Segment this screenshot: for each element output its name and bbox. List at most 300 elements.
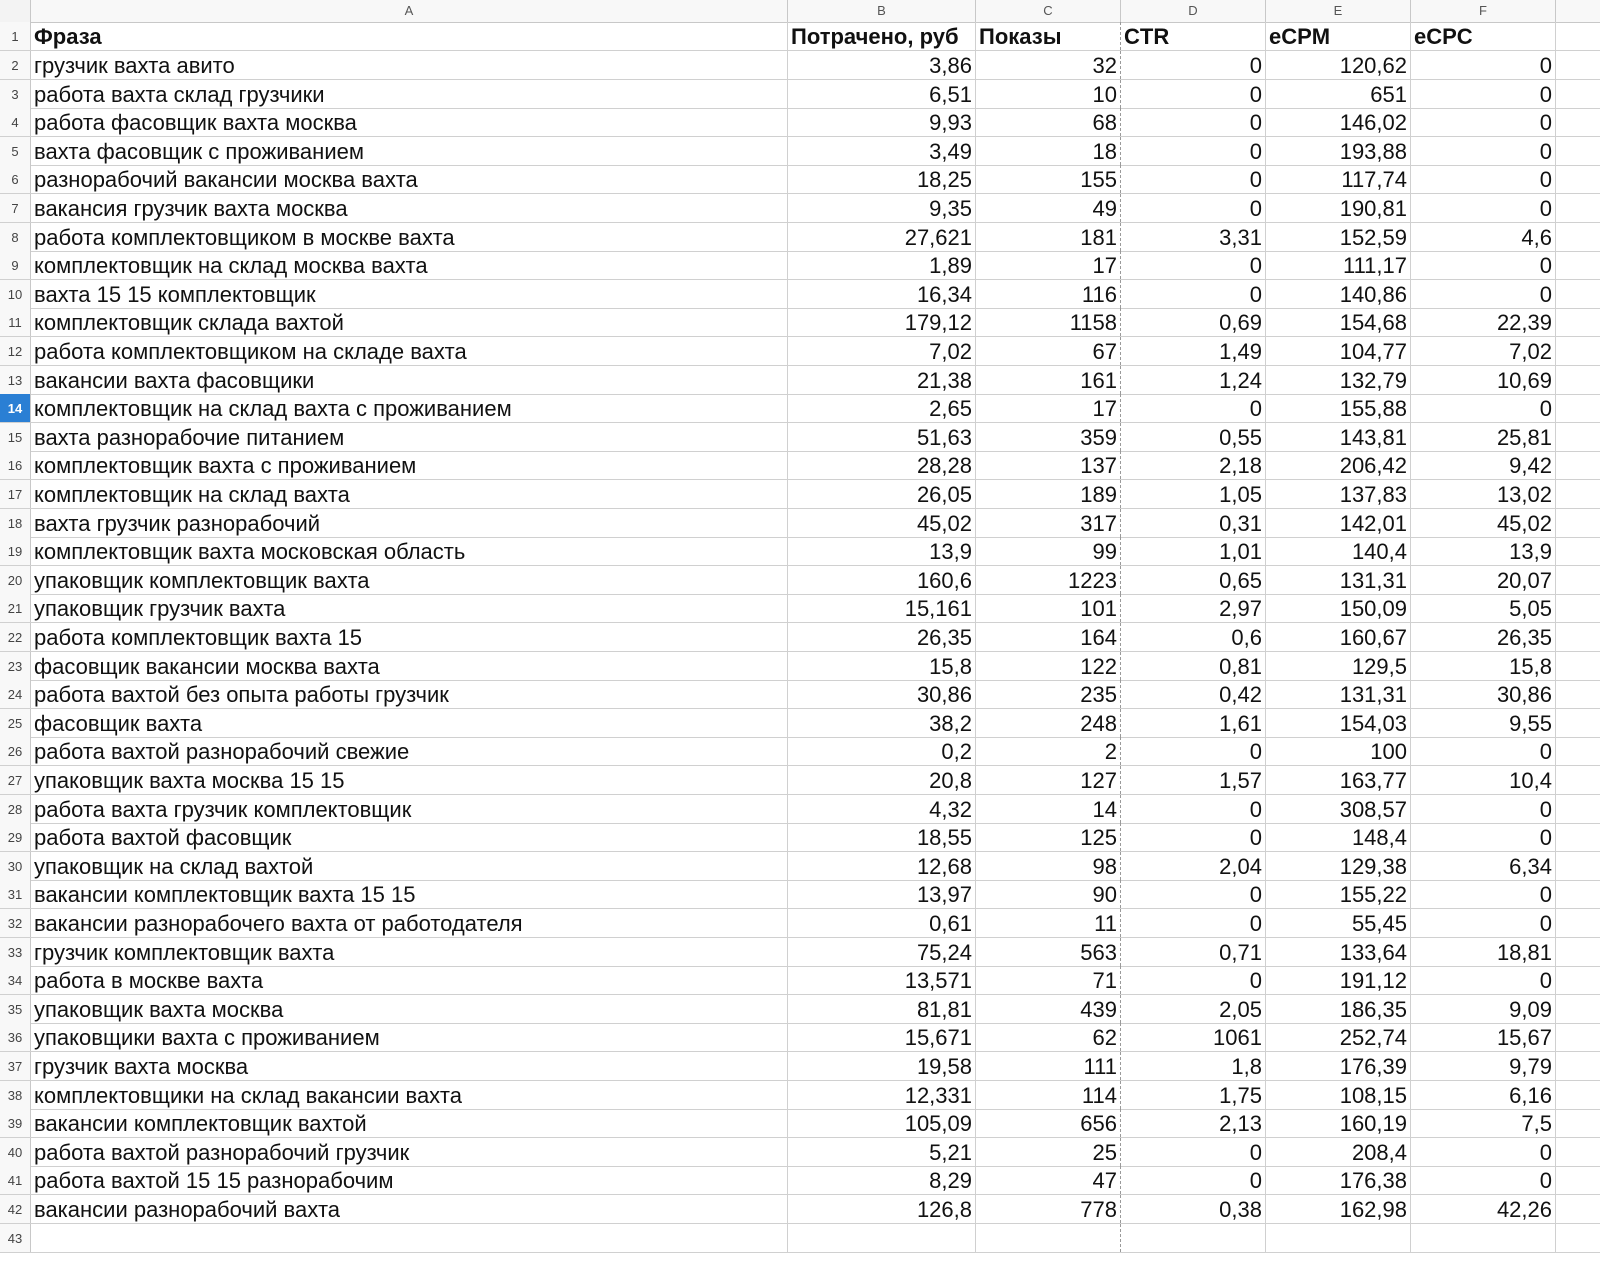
value-cell[interactable]: 67 [976, 337, 1121, 365]
empty-cell[interactable] [1556, 1166, 1600, 1194]
empty-cell[interactable] [1556, 137, 1600, 165]
value-cell[interactable]: 4,6 [1411, 223, 1556, 251]
value-cell[interactable]: 1,57 [1121, 766, 1266, 794]
value-cell[interactable]: 439 [976, 995, 1121, 1023]
row-number[interactable]: 41 [0, 1166, 31, 1194]
value-cell[interactable]: 13,9 [788, 537, 976, 565]
value-cell[interactable]: 0 [1411, 108, 1556, 136]
value-cell[interactable]: 30,86 [788, 680, 976, 708]
header-cell-phrase[interactable]: Фраза [31, 22, 788, 50]
phrase-cell[interactable]: комплектовщики на склад вакансии вахта [31, 1081, 788, 1109]
phrase-cell[interactable]: упаковщик вахта москва 15 15 [31, 766, 788, 794]
value-cell[interactable]: 14 [976, 795, 1121, 823]
value-cell[interactable]: 105,09 [788, 1109, 976, 1137]
row-number[interactable]: 7 [0, 194, 31, 222]
phrase-cell[interactable]: вахта 15 15 комплектовщик [31, 280, 788, 308]
value-cell[interactable]: 0 [1411, 280, 1556, 308]
phrase-cell[interactable]: фасовщик вакансии москва вахта [31, 652, 788, 680]
value-cell[interactable]: 17 [976, 251, 1121, 279]
value-cell[interactable]: 0 [1411, 823, 1556, 851]
value-cell[interactable]: 111 [976, 1052, 1121, 1080]
value-cell[interactable]: 181 [976, 223, 1121, 251]
row-number[interactable]: 31 [0, 880, 31, 908]
value-cell[interactable]: 164 [976, 623, 1121, 651]
value-cell[interactable]: 13,97 [788, 880, 976, 908]
value-cell[interactable]: 100 [1266, 737, 1411, 765]
row-number[interactable]: 28 [0, 795, 31, 823]
row-number[interactable]: 22 [0, 623, 31, 651]
value-cell[interactable]: 32 [976, 51, 1121, 79]
value-cell[interactable]: 62 [976, 1023, 1121, 1051]
phrase-cell[interactable]: работа комплектовщик вахта 15 [31, 623, 788, 651]
row-number[interactable]: 33 [0, 938, 31, 966]
row-number[interactable]: 36 [0, 1023, 31, 1051]
row-number[interactable]: 38 [0, 1081, 31, 1109]
value-cell[interactable]: 12,331 [788, 1081, 976, 1109]
value-cell[interactable]: 1223 [976, 566, 1121, 594]
phrase-cell[interactable]: упаковщик вахта москва [31, 995, 788, 1023]
value-cell[interactable]: 75,24 [788, 938, 976, 966]
empty-cell[interactable] [1556, 451, 1600, 479]
value-cell[interactable]: 0 [1121, 280, 1266, 308]
value-cell[interactable]: 1,75 [1121, 1081, 1266, 1109]
value-cell[interactable]: 161 [976, 366, 1121, 394]
empty-cell[interactable] [1556, 165, 1600, 193]
value-cell[interactable]: 0 [1411, 795, 1556, 823]
header-cell-ecpc[interactable]: eCPC [1411, 22, 1556, 50]
value-cell[interactable]: 206,42 [1266, 451, 1411, 479]
value-cell[interactable]: 116 [976, 280, 1121, 308]
value-cell[interactable]: 0 [1121, 194, 1266, 222]
phrase-cell[interactable]: разнорабочий вакансии москва вахта [31, 165, 788, 193]
value-cell[interactable]: 143,81 [1266, 423, 1411, 451]
value-cell[interactable]: 0 [1121, 1138, 1266, 1166]
value-cell[interactable]: 0 [1121, 251, 1266, 279]
phrase-cell[interactable]: комплектовщик вахта с проживанием [31, 451, 788, 479]
empty-cell[interactable] [1556, 1195, 1600, 1223]
value-cell[interactable]: 0 [1411, 137, 1556, 165]
value-cell[interactable]: 8,29 [788, 1166, 976, 1194]
phrase-cell[interactable]: вакансии комплектовщик вахта 15 15 [31, 880, 788, 908]
value-cell[interactable]: 13,571 [788, 966, 976, 994]
value-cell[interactable]: 0 [1411, 394, 1556, 422]
value-cell[interactable]: 0 [1121, 165, 1266, 193]
empty-cell[interactable] [1556, 880, 1600, 908]
value-cell[interactable]: 0 [1411, 1166, 1556, 1194]
value-cell[interactable] [1411, 1224, 1556, 1252]
value-cell[interactable]: 51,63 [788, 423, 976, 451]
empty-cell[interactable] [1556, 566, 1600, 594]
row-number[interactable]: 11 [0, 308, 31, 336]
row-number[interactable]: 16 [0, 451, 31, 479]
phrase-cell[interactable]: вакансия грузчик вахта москва [31, 194, 788, 222]
phrase-cell[interactable]: комплектовщик на склад вахта с проживанием [31, 394, 788, 422]
value-cell[interactable]: 0 [1121, 823, 1266, 851]
phrase-cell[interactable]: грузчик комплектовщик вахта [31, 938, 788, 966]
value-cell[interactable]: 90 [976, 880, 1121, 908]
phrase-cell[interactable]: работа фасовщик вахта москва [31, 108, 788, 136]
value-cell[interactable]: 2,97 [1121, 594, 1266, 622]
value-cell[interactable]: 25,81 [1411, 423, 1556, 451]
value-cell[interactable]: 0 [1411, 909, 1556, 937]
phrase-cell[interactable]: упаковщики вахта с проживанием [31, 1023, 788, 1051]
value-cell[interactable]: 2,18 [1121, 451, 1266, 479]
value-cell[interactable]: 120,62 [1266, 51, 1411, 79]
value-cell[interactable]: 7,5 [1411, 1109, 1556, 1137]
value-cell[interactable]: 191,12 [1266, 966, 1411, 994]
phrase-cell[interactable]: вахта грузчик разнорабочий [31, 509, 788, 537]
row-number[interactable]: 19 [0, 537, 31, 565]
header-cell-ctr[interactable]: CTR [1121, 22, 1266, 50]
value-cell[interactable]: 163,77 [1266, 766, 1411, 794]
phrase-cell[interactable]: грузчик вахта авито [31, 51, 788, 79]
value-cell[interactable]: 3,86 [788, 51, 976, 79]
value-cell[interactable]: 4,32 [788, 795, 976, 823]
value-cell[interactable]: 563 [976, 938, 1121, 966]
value-cell[interactable]: 0 [1121, 737, 1266, 765]
empty-cell[interactable] [1556, 1138, 1600, 1166]
row-number[interactable]: 9 [0, 251, 31, 279]
phrase-cell[interactable]: работа вахта склад грузчики [31, 80, 788, 108]
row-number[interactable]: 40 [0, 1138, 31, 1166]
empty-cell[interactable] [1556, 766, 1600, 794]
value-cell[interactable]: 1,49 [1121, 337, 1266, 365]
value-cell[interactable]: 0,69 [1121, 308, 1266, 336]
empty-cell[interactable] [1556, 594, 1600, 622]
empty-cell[interactable] [1556, 709, 1600, 737]
value-cell[interactable]: 12,68 [788, 852, 976, 880]
value-cell[interactable]: 18,55 [788, 823, 976, 851]
value-cell[interactable]: 1,8 [1121, 1052, 1266, 1080]
value-cell[interactable]: 252,74 [1266, 1023, 1411, 1051]
value-cell[interactable]: 0 [1121, 80, 1266, 108]
empty-cell[interactable] [1556, 823, 1600, 851]
value-cell[interactable]: 20,8 [788, 766, 976, 794]
value-cell[interactable]: 142,01 [1266, 509, 1411, 537]
value-cell[interactable]: 778 [976, 1195, 1121, 1223]
phrase-cell[interactable]: работа вахта грузчик комплектовщик [31, 795, 788, 823]
row-number[interactable]: 10 [0, 280, 31, 308]
value-cell[interactable]: 21,38 [788, 366, 976, 394]
value-cell[interactable]: 140,4 [1266, 537, 1411, 565]
value-cell[interactable]: 47 [976, 1166, 1121, 1194]
phrase-cell[interactable]: работа вахтой разнорабочий грузчик [31, 1138, 788, 1166]
value-cell[interactable]: 0,38 [1121, 1195, 1266, 1223]
value-cell[interactable]: 38,2 [788, 709, 976, 737]
empty-cell[interactable] [1556, 938, 1600, 966]
value-cell[interactable]: 2 [976, 737, 1121, 765]
row-number[interactable]: 25 [0, 709, 31, 737]
value-cell[interactable]: 117,74 [1266, 165, 1411, 193]
value-cell[interactable]: 6,51 [788, 80, 976, 108]
header-cell-ecpm[interactable]: eCPM [1266, 22, 1411, 50]
column-header-e[interactable]: E [1266, 0, 1411, 22]
value-cell[interactable]: 111,17 [1266, 251, 1411, 279]
row-number[interactable]: 5 [0, 137, 31, 165]
empty-cell[interactable] [1556, 280, 1600, 308]
value-cell[interactable]: 49 [976, 194, 1121, 222]
value-cell[interactable]: 0 [1121, 966, 1266, 994]
phrase-cell[interactable]: работа вахтой разнорабочий свежие [31, 737, 788, 765]
value-cell[interactable]: 114 [976, 1081, 1121, 1109]
value-cell[interactable]: 10,69 [1411, 366, 1556, 394]
empty-cell[interactable] [1556, 1224, 1600, 1252]
value-cell[interactable]: 160,6 [788, 566, 976, 594]
value-cell[interactable]: 5,05 [1411, 594, 1556, 622]
value-cell[interactable]: 656 [976, 1109, 1121, 1137]
value-cell[interactable]: 1,05 [1121, 480, 1266, 508]
value-cell[interactable]: 1,01 [1121, 537, 1266, 565]
value-cell[interactable]: 3,31 [1121, 223, 1266, 251]
value-cell[interactable]: 13,9 [1411, 537, 1556, 565]
row-number[interactable]: 34 [0, 966, 31, 994]
value-cell[interactable]: 0 [1411, 1138, 1556, 1166]
value-cell[interactable]: 160,19 [1266, 1109, 1411, 1137]
value-cell[interactable]: 160,67 [1266, 623, 1411, 651]
value-cell[interactable]: 19,58 [788, 1052, 976, 1080]
value-cell[interactable]: 146,02 [1266, 108, 1411, 136]
phrase-cell[interactable]: работа вахтой фасовщик [31, 823, 788, 851]
value-cell[interactable]: 0 [1121, 1166, 1266, 1194]
value-cell[interactable]: 131,31 [1266, 680, 1411, 708]
value-cell[interactable]: 0 [1121, 51, 1266, 79]
empty-cell[interactable] [1556, 80, 1600, 108]
value-cell[interactable]: 104,77 [1266, 337, 1411, 365]
value-cell[interactable]: 126,8 [788, 1195, 976, 1223]
value-cell[interactable]: 25 [976, 1138, 1121, 1166]
value-cell[interactable]: 317 [976, 509, 1121, 537]
empty-cell[interactable] [1556, 1109, 1600, 1137]
value-cell[interactable]: 148,4 [1266, 823, 1411, 851]
value-cell[interactable]: 0 [1121, 394, 1266, 422]
phrase-cell[interactable]: работа в москве вахта [31, 966, 788, 994]
value-cell[interactable]: 127 [976, 766, 1121, 794]
row-number[interactable]: 29 [0, 823, 31, 851]
value-cell[interactable]: 0,71 [1121, 938, 1266, 966]
phrase-cell[interactable]: упаковщик на склад вахтой [31, 852, 788, 880]
empty-cell[interactable] [1556, 394, 1600, 422]
value-cell[interactable]: 154,03 [1266, 709, 1411, 737]
row-number[interactable]: 30 [0, 852, 31, 880]
value-cell[interactable]: 155,88 [1266, 394, 1411, 422]
value-cell[interactable]: 9,79 [1411, 1052, 1556, 1080]
row-number[interactable]: 12 [0, 337, 31, 365]
value-cell[interactable]: 81,81 [788, 995, 976, 1023]
empty-cell[interactable] [1556, 652, 1600, 680]
value-cell[interactable] [788, 1224, 976, 1252]
row-number[interactable]: 37 [0, 1052, 31, 1080]
value-cell[interactable]: 0 [1121, 795, 1266, 823]
value-cell[interactable]: 10,4 [1411, 766, 1556, 794]
phrase-cell[interactable] [31, 1224, 788, 1252]
value-cell[interactable]: 45,02 [788, 509, 976, 537]
value-cell[interactable]: 186,35 [1266, 995, 1411, 1023]
phrase-cell[interactable]: комплектовщик склада вахтой [31, 308, 788, 336]
empty-cell[interactable] [1556, 337, 1600, 365]
value-cell[interactable]: 22,39 [1411, 308, 1556, 336]
row-number[interactable]: 4 [0, 108, 31, 136]
header-cell-spent[interactable]: Потрачено, руб [788, 22, 976, 50]
empty-cell[interactable] [1556, 22, 1600, 50]
phrase-cell[interactable]: работа вахтой 15 15 разнорабочим [31, 1166, 788, 1194]
phrase-cell[interactable]: вахта разнорабочие питанием [31, 423, 788, 451]
value-cell[interactable]: 140,86 [1266, 280, 1411, 308]
empty-cell[interactable] [1556, 623, 1600, 651]
empty-cell[interactable] [1556, 308, 1600, 336]
empty-cell[interactable] [1556, 852, 1600, 880]
value-cell[interactable]: 308,57 [1266, 795, 1411, 823]
empty-cell[interactable] [1556, 537, 1600, 565]
phrase-cell[interactable]: работа вахтой без опыта работы грузчик [31, 680, 788, 708]
value-cell[interactable]: 28,28 [788, 451, 976, 479]
value-cell[interactable]: 20,07 [1411, 566, 1556, 594]
value-cell[interactable]: 0 [1121, 880, 1266, 908]
value-cell[interactable]: 18 [976, 137, 1121, 165]
value-cell[interactable]: 1061 [1121, 1023, 1266, 1051]
empty-cell[interactable] [1556, 51, 1600, 79]
value-cell[interactable]: 27,621 [788, 223, 976, 251]
empty-cell[interactable] [1556, 737, 1600, 765]
value-cell[interactable]: 125 [976, 823, 1121, 851]
value-cell[interactable]: 42,26 [1411, 1195, 1556, 1223]
value-cell[interactable]: 0 [1411, 51, 1556, 79]
row-number[interactable]: 18 [0, 509, 31, 537]
value-cell[interactable]: 18,81 [1411, 938, 1556, 966]
value-cell[interactable]: 176,38 [1266, 1166, 1411, 1194]
value-cell[interactable]: 30,86 [1411, 680, 1556, 708]
value-cell[interactable]: 129,5 [1266, 652, 1411, 680]
value-cell[interactable]: 1,24 [1121, 366, 1266, 394]
row-number[interactable]: 42 [0, 1195, 31, 1223]
value-cell[interactable]: 129,38 [1266, 852, 1411, 880]
phrase-cell[interactable]: комплектовщик на склад вахта [31, 480, 788, 508]
value-cell[interactable]: 10 [976, 80, 1121, 108]
row-number[interactable]: 1 [0, 22, 31, 50]
value-cell[interactable]: 0,42 [1121, 680, 1266, 708]
empty-cell[interactable] [1556, 680, 1600, 708]
empty-cell[interactable] [1556, 995, 1600, 1023]
value-cell[interactable]: 9,55 [1411, 709, 1556, 737]
row-number[interactable]: 24 [0, 680, 31, 708]
value-cell[interactable]: 179,12 [788, 308, 976, 336]
phrase-cell[interactable]: вахта фасовщик с проживанием [31, 137, 788, 165]
select-all-corner[interactable] [0, 0, 31, 22]
row-number[interactable]: 6 [0, 165, 31, 193]
value-cell[interactable]: 0 [1121, 909, 1266, 937]
value-cell[interactable]: 15,161 [788, 594, 976, 622]
column-header-b[interactable]: B [788, 0, 976, 22]
phrase-cell[interactable]: упаковщик грузчик вахта [31, 594, 788, 622]
empty-cell[interactable] [1556, 423, 1600, 451]
value-cell[interactable]: 2,05 [1121, 995, 1266, 1023]
value-cell[interactable]: 0 [1411, 737, 1556, 765]
column-header-a[interactable]: A [31, 0, 788, 22]
value-cell[interactable]: 5,21 [788, 1138, 976, 1166]
value-cell[interactable]: 132,79 [1266, 366, 1411, 394]
value-cell[interactable]: 0 [1411, 251, 1556, 279]
value-cell[interactable]: 18,25 [788, 165, 976, 193]
value-cell[interactable]: 9,09 [1411, 995, 1556, 1023]
value-cell[interactable]: 0,6 [1121, 623, 1266, 651]
phrase-cell[interactable]: работа комплектовщиком на складе вахта [31, 337, 788, 365]
value-cell[interactable]: 1,89 [788, 251, 976, 279]
value-cell[interactable]: 1,61 [1121, 709, 1266, 737]
empty-cell[interactable] [1556, 223, 1600, 251]
value-cell[interactable]: 248 [976, 709, 1121, 737]
value-cell[interactable]: 131,31 [1266, 566, 1411, 594]
value-cell[interactable]: 0,55 [1121, 423, 1266, 451]
value-cell[interactable] [1266, 1224, 1411, 1252]
value-cell[interactable]: 0 [1411, 80, 1556, 108]
row-number[interactable]: 43 [0, 1224, 31, 1252]
value-cell[interactable]: 15,8 [1411, 652, 1556, 680]
empty-cell[interactable] [1556, 194, 1600, 222]
row-number[interactable]: 27 [0, 766, 31, 794]
phrase-cell[interactable]: вакансии разнорабочий вахта [31, 1195, 788, 1223]
header-cell-impressions[interactable]: Показы [976, 22, 1121, 50]
row-number[interactable]: 2 [0, 51, 31, 79]
row-number[interactable]: 21 [0, 594, 31, 622]
column-header-f[interactable]: F [1411, 0, 1556, 22]
value-cell[interactable]: 55,45 [1266, 909, 1411, 937]
empty-cell[interactable] [1556, 480, 1600, 508]
value-cell[interactable]: 0,31 [1121, 509, 1266, 537]
value-cell[interactable]: 17 [976, 394, 1121, 422]
value-cell[interactable]: 122 [976, 652, 1121, 680]
row-number[interactable]: 15 [0, 423, 31, 451]
value-cell[interactable]: 98 [976, 852, 1121, 880]
value-cell[interactable]: 26,35 [1411, 623, 1556, 651]
value-cell[interactable]: 3,49 [788, 137, 976, 165]
phrase-cell[interactable]: фасовщик вахта [31, 709, 788, 737]
phrase-cell[interactable]: вакансии вахта фасовщики [31, 366, 788, 394]
value-cell[interactable]: 0 [1411, 880, 1556, 908]
row-number[interactable]: 3 [0, 80, 31, 108]
row-number[interactable]: 39 [0, 1109, 31, 1137]
value-cell[interactable]: 6,34 [1411, 852, 1556, 880]
phrase-cell[interactable]: вакансии разнорабочего вахта от работодателя [31, 909, 788, 937]
value-cell[interactable]: 0 [1121, 137, 1266, 165]
row-number[interactable]: 17 [0, 480, 31, 508]
empty-cell[interactable] [1556, 909, 1600, 937]
value-cell[interactable]: 26,35 [788, 623, 976, 651]
value-cell[interactable]: 190,81 [1266, 194, 1411, 222]
value-cell[interactable]: 45,02 [1411, 509, 1556, 537]
value-cell[interactable]: 162,98 [1266, 1195, 1411, 1223]
empty-cell[interactable] [1556, 108, 1600, 136]
row-number[interactable]: 23 [0, 652, 31, 680]
value-cell[interactable]: 108,15 [1266, 1081, 1411, 1109]
empty-cell[interactable] [1556, 366, 1600, 394]
value-cell[interactable] [976, 1224, 1121, 1252]
value-cell[interactable]: 155,22 [1266, 880, 1411, 908]
value-cell[interactable]: 0,2 [788, 737, 976, 765]
value-cell[interactable]: 359 [976, 423, 1121, 451]
phrase-cell[interactable]: комплектовщик вахта московская область [31, 537, 788, 565]
value-cell[interactable]: 208,4 [1266, 1138, 1411, 1166]
phrase-cell[interactable]: комплектовщик на склад москва вахта [31, 251, 788, 279]
value-cell[interactable]: 155 [976, 165, 1121, 193]
value-cell[interactable]: 0 [1411, 194, 1556, 222]
value-cell[interactable]: 2,04 [1121, 852, 1266, 880]
value-cell[interactable]: 7,02 [788, 337, 976, 365]
empty-cell[interactable] [1556, 509, 1600, 537]
phrase-cell[interactable]: грузчик вахта москва [31, 1052, 788, 1080]
value-cell[interactable] [1121, 1224, 1266, 1252]
value-cell[interactable]: 2,65 [788, 394, 976, 422]
row-number[interactable]: 32 [0, 909, 31, 937]
row-number[interactable]: 13 [0, 366, 31, 394]
